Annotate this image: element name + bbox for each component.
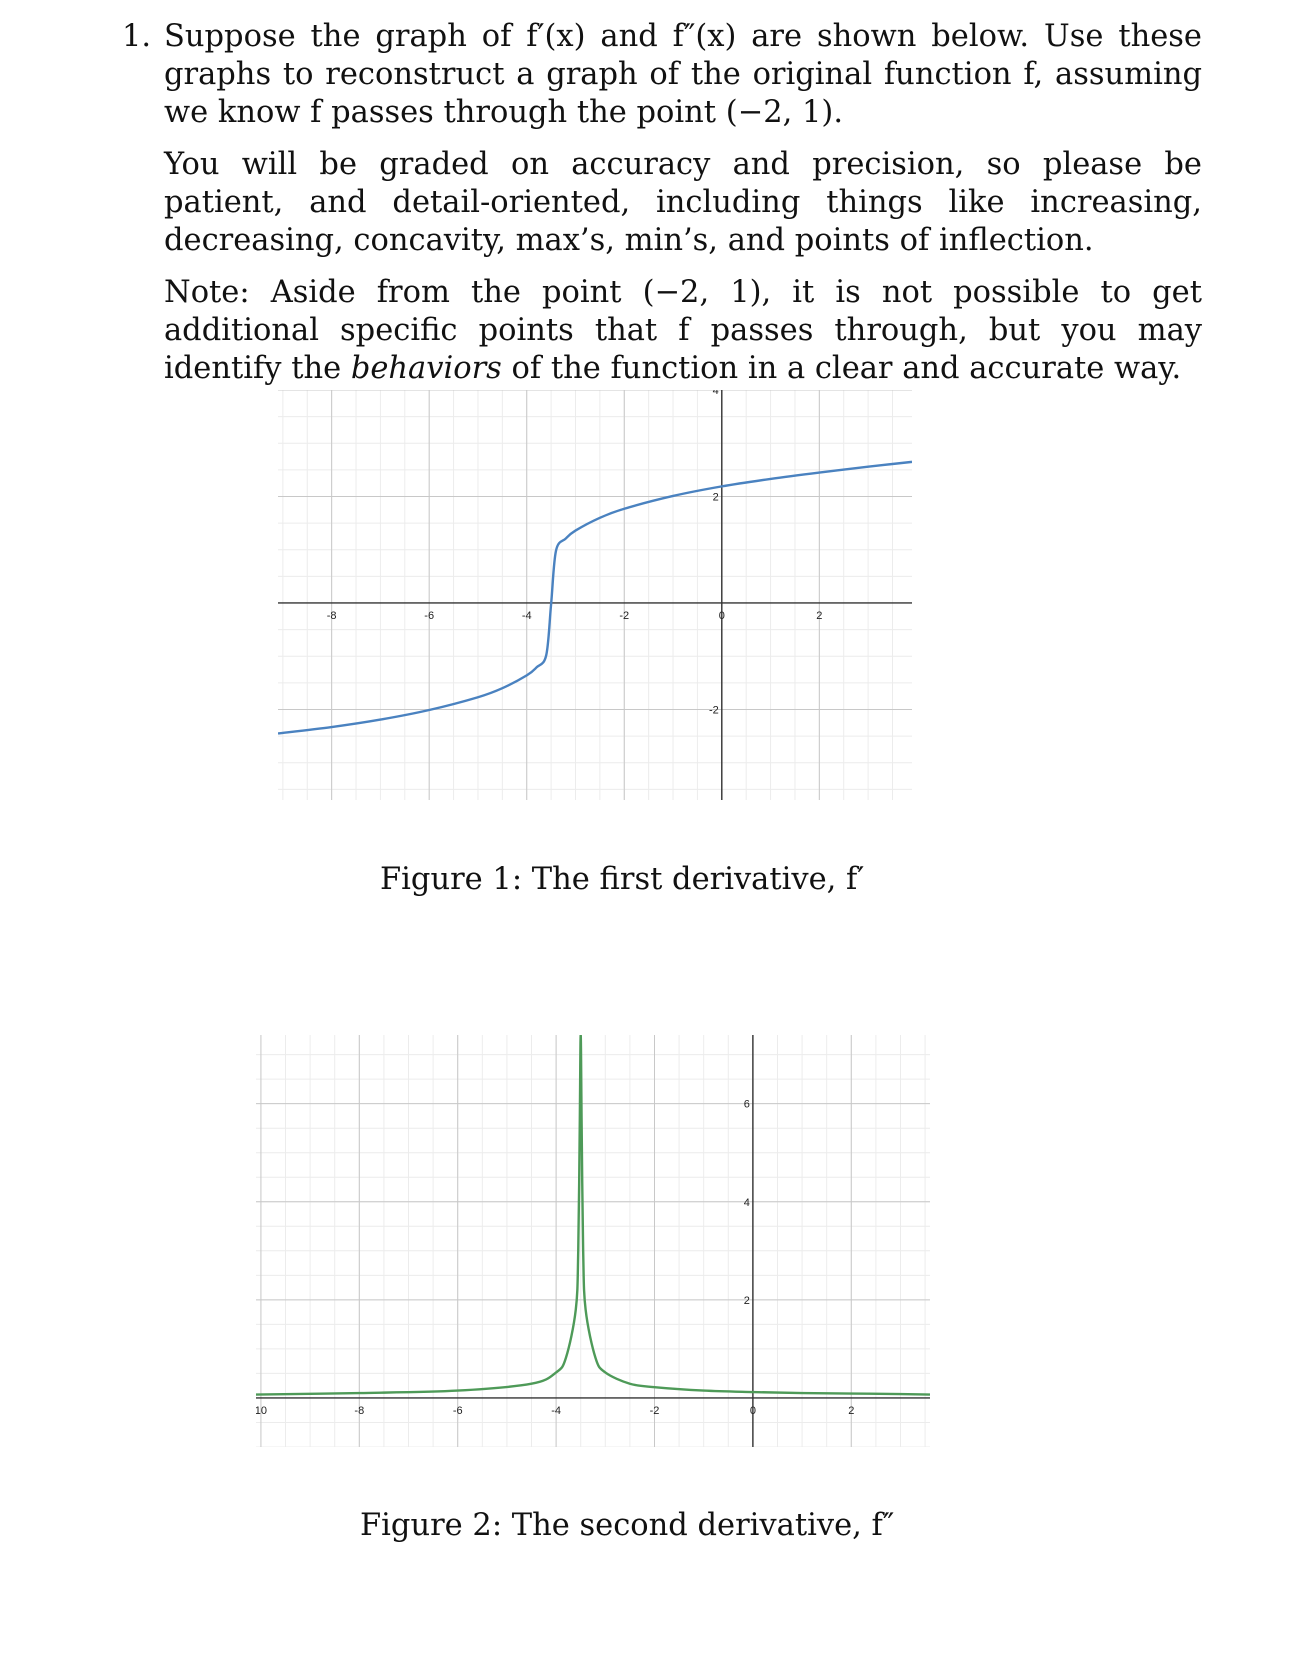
x-tick-label: -4: [521, 609, 532, 622]
y-tick-label: 4: [743, 1196, 750, 1209]
grading-note: You will be graded on accuracy and precision, so please be patient, and detail-oriented, including things like increasing, decreasing, concavity, max’s, min’s, and points of inflection.: [164, 147, 1202, 258]
behavior-note-start: Note: Aside from the point (−2, 1), it is not possible to get additional specific points that f passes through, but you may identify the: [164, 275, 1202, 386]
problem-intro: Suppose the graph of f′(x) and f″(x) are shown below. Use these graphs to reconstruct a graph of the original function f, assuming we know f passes through the point (−2, 1).: [164, 19, 1202, 130]
x-tick-label: 2: [848, 1404, 855, 1417]
x-tick-label: -2: [619, 609, 630, 622]
x-tick-label: -8: [354, 1404, 365, 1417]
second-derivative-chart: [256, 1035, 930, 1447]
x-tick-label: 0: [749, 1404, 756, 1417]
x-tick-label: -8: [326, 609, 337, 622]
y-tick-label: -2: [709, 704, 719, 717]
series-line: [256, 1035, 930, 1395]
problem-number: 1.: [122, 19, 152, 54]
figure-1: [278, 390, 912, 804]
x-tick-label: -4: [551, 1404, 561, 1417]
series-line: [278, 462, 912, 734]
y-tick-label: 6: [743, 1098, 750, 1111]
behavior-note: [164, 274, 1202, 388]
figure-1-caption: Figure 1: The first derivative, f′: [380, 862, 865, 897]
x-tick-label: -6: [452, 1404, 463, 1417]
behavior-note-emphasis: behaviors: [350, 351, 502, 386]
figure-2: [256, 1035, 930, 1451]
x-tick-label: 10: [256, 1404, 268, 1417]
figure-2-caption: Figure 2: The second derivative, f″: [360, 1508, 895, 1543]
problem-statement: [122, 18, 1202, 402]
y-tick-label: 2: [743, 1294, 750, 1307]
x-tick-label: -2: [649, 1404, 660, 1417]
y-tick-label: 4: [712, 390, 719, 397]
first-derivative-chart: [278, 390, 912, 800]
behavior-note-end: of the function in a clear and accurate way.: [501, 351, 1182, 386]
x-tick-label: 0: [718, 609, 725, 622]
x-tick-label: -6: [424, 609, 435, 622]
y-tick-label: 2: [712, 491, 719, 504]
x-tick-label: 2: [816, 609, 823, 622]
